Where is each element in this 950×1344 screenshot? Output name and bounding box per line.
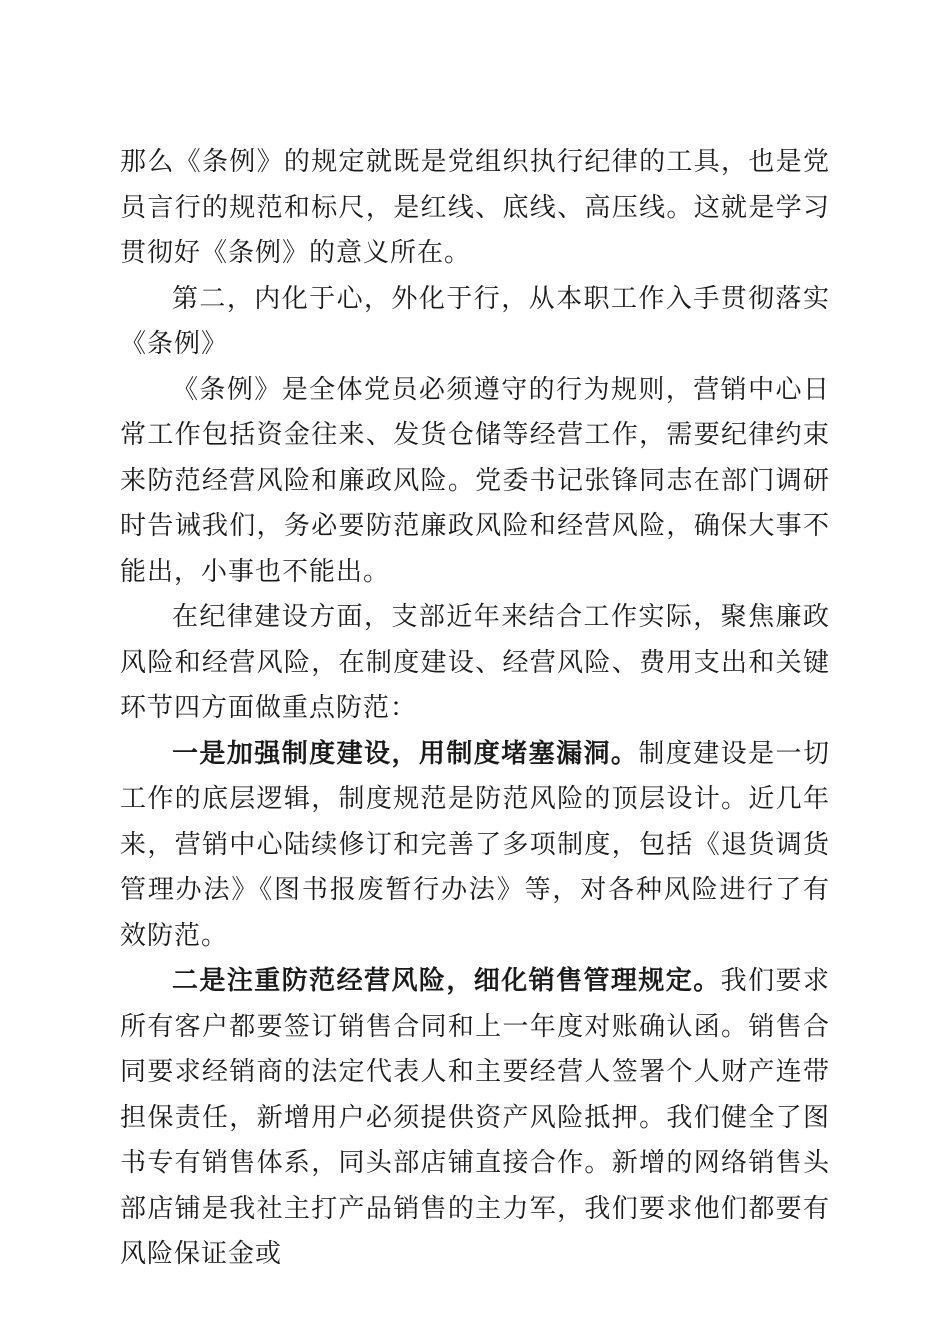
section-heading: 第二，内化于心，外化于行，从本职工作入手贯彻落实《条例》 [120,283,830,359]
paragraph-lead-system-building: 一是加强制度建设，用制度堵塞漏洞。 [172,738,639,769]
paragraph-lead-business-risk: 二是注重防范经营风险，细化销售管理规定。 [172,966,721,996]
paragraph-business-risk [120,959,830,1278]
paragraph-system-building [120,732,830,960]
paragraph-body-business-risk: 我们要求所有客户都要签订销售合同和上一年度对账确认函。销售合同要求经销商的法定代表人和主要经营人签署个人财产连带担保责任，新增用户必须提供资产风险抵押。我们健全了图书专有销售体系，同头部店铺直接合作。新增的网络销售头部店铺是我社主打产品销售的主力军，我们要求他们都要有风险保证金或 [120,966,830,1269]
document-body [120,140,830,1278]
paragraph-body-system-building: 制度建设是一切工作的底层逻辑，制度规范是防范风险的顶层设计。近几年来，营销中心陆续修订和完善了多项制度，包括《退货调货管理办法》《图书报废暂行办法》等，对各种风险进行了有效防范。 [120,738,830,951]
paragraph-discipline: 在纪律建设方面，支部近年来结合工作实际，聚焦廉政风险和经营风险，在制度建设、经营风险、费用支出和关键环节四方面做重点防范： [120,602,830,723]
paragraph-regulation: 《条例》是全体党员必须遵守的行为规则，营销中心日常工作包括资金往来、发货仓储等经营工作，需要纪律约束来防范经营风险和廉政风险。党委书记张锋同志在部门调研时告诫我们，务必要防范廉政风险和经营风险，确保大事不能出，小事也不能出。 [120,374,830,587]
paragraph-continuation: 那么《条例》的规定就既是党组织执行纪律的工具，也是党员言行的规范和标尺，是红线、底线、高压线。这就是学习贯彻好《条例》的意义所在。 [120,147,830,268]
